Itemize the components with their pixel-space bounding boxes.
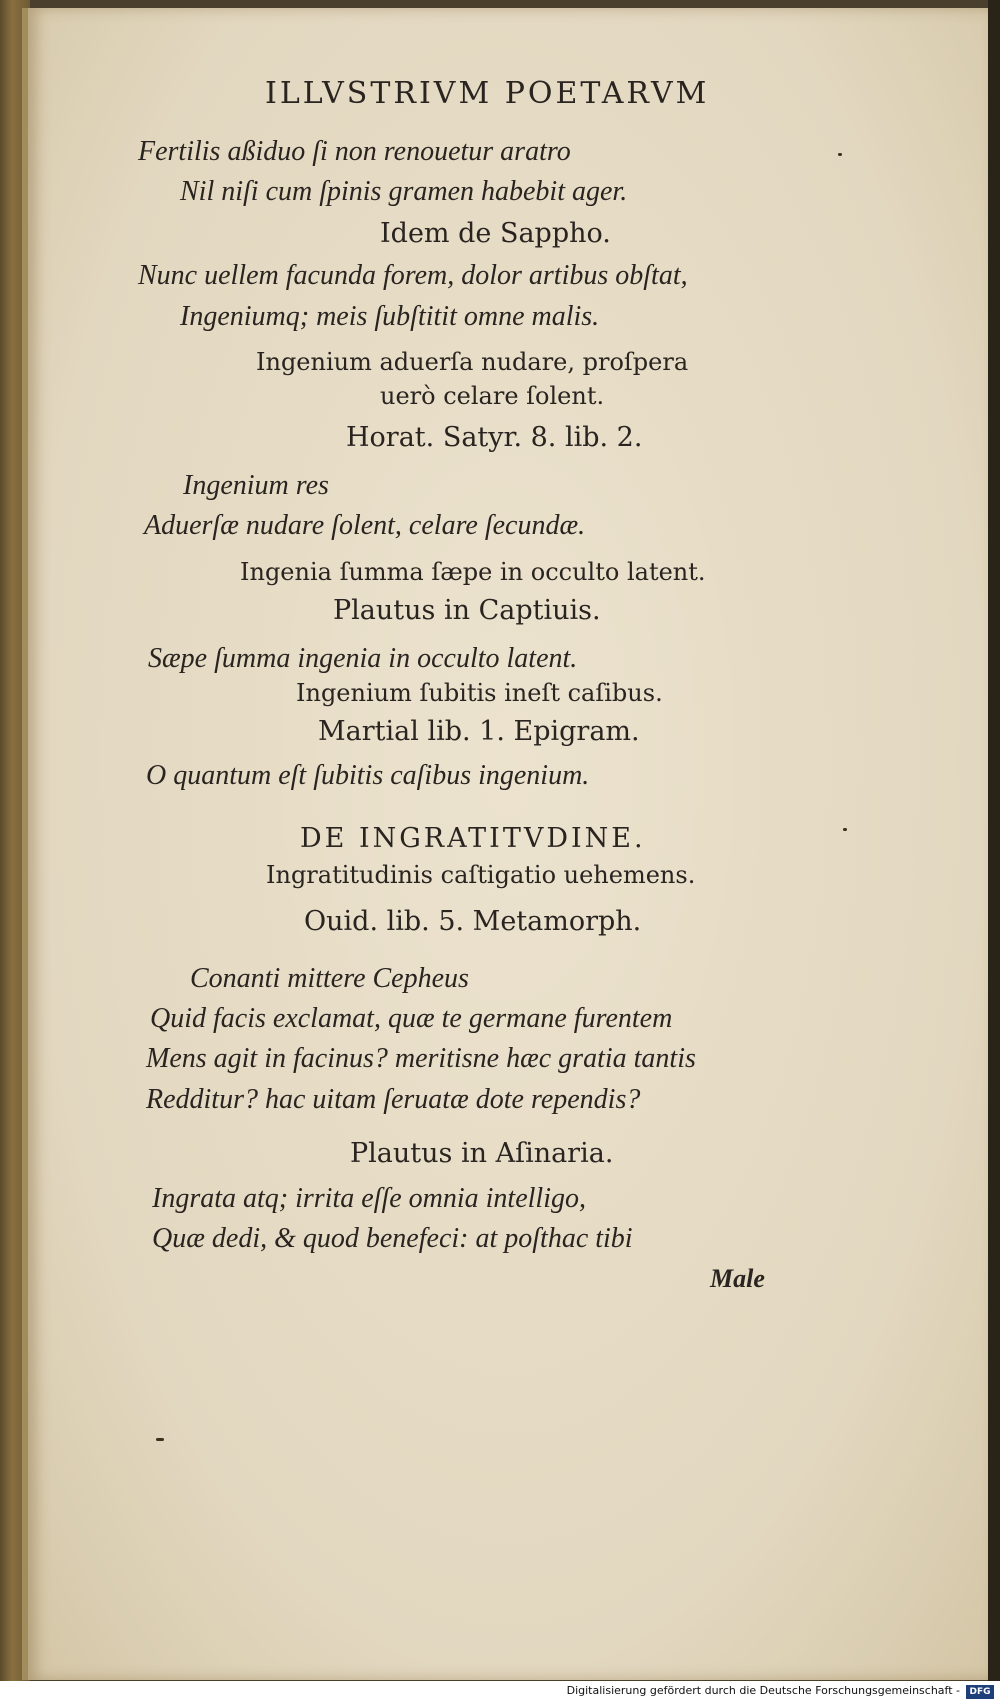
prose-line: Ingenia ſumma ſæpe in occulto latent. <box>240 558 706 586</box>
running-header: ILLVSTRIVM POETARVM <box>265 76 710 111</box>
verse-line: Quid facis exclamat, quæ te germane furentem <box>150 1003 673 1034</box>
verse-line: Nil niſi cum ſpinis gramen habebit ager. <box>180 176 628 207</box>
ink-speck <box>156 1438 164 1441</box>
digitization-footer <box>0 1681 1000 1703</box>
verse-line: Conanti mittere Cepheus <box>190 963 469 994</box>
prose-line: Ingenium aduerſa nudare, proſpera <box>256 348 689 376</box>
section-heading: Horat. Satyr. 8. lib. 2. <box>346 422 643 453</box>
prose-line: Ingenium ſubitis ineſt caſibus. <box>296 679 663 707</box>
dfg-logo: DFG <box>966 1685 994 1699</box>
verse-line: Ingeniumq; meis ſubſtitit omne malis. <box>180 301 600 332</box>
verse-line: Fertilis aßiduo ſi non renouetur aratro <box>138 136 571 167</box>
section-heading: Ouid. lib. 5. Metamorph. <box>304 906 642 937</box>
right-edge <box>988 0 1000 1703</box>
prose-line: uerò celare ſolent. <box>380 382 605 410</box>
book-page <box>22 8 988 1680</box>
catchword: Male <box>710 1264 765 1293</box>
verse-line: Sæpe ſumma ingenia in occulto latent. <box>148 643 578 674</box>
ink-speck <box>843 828 847 831</box>
verse-line: Redditur? hac uitam ſeruatæ dote rependis? <box>146 1084 641 1115</box>
verse-line: Nunc uellem facunda forem, dolor artibus obſtat, <box>138 260 688 291</box>
verse-line: Ingrata atq; irrita eſſe omnia intelligo, <box>152 1183 586 1214</box>
chapter-heading: DE INGRATITVDINE. <box>300 823 646 854</box>
ink-speck <box>838 153 842 156</box>
section-heading: Martial lib. 1. Epigram. <box>318 716 640 747</box>
section-heading: Plautus in Aſinaria. <box>350 1138 614 1169</box>
section-heading: Plautus in Captiuis. <box>333 595 601 626</box>
verse-line: Mens agit in facinus? meritisne hæc gratia tantis <box>146 1043 696 1074</box>
footer-credit: Digitalisierung gefördert durch die Deutsche Forschungsgemeinschaft - <box>566 1684 960 1697</box>
prose-line: Ingratitudinis caſtigatio uehemens. <box>266 861 696 889</box>
section-heading: Idem de Sappho. <box>380 218 611 249</box>
verse-line: Ingenium res <box>183 470 329 501</box>
verse-line: Aduerſæ nudare ſolent, celare ſecundæ. <box>144 510 586 541</box>
verse-line: Quæ dedi, & quod benefeci: at poſthac tibi <box>152 1223 633 1254</box>
verse-line: O quantum eſt ſubitis caſibus ingenium. <box>146 760 590 791</box>
